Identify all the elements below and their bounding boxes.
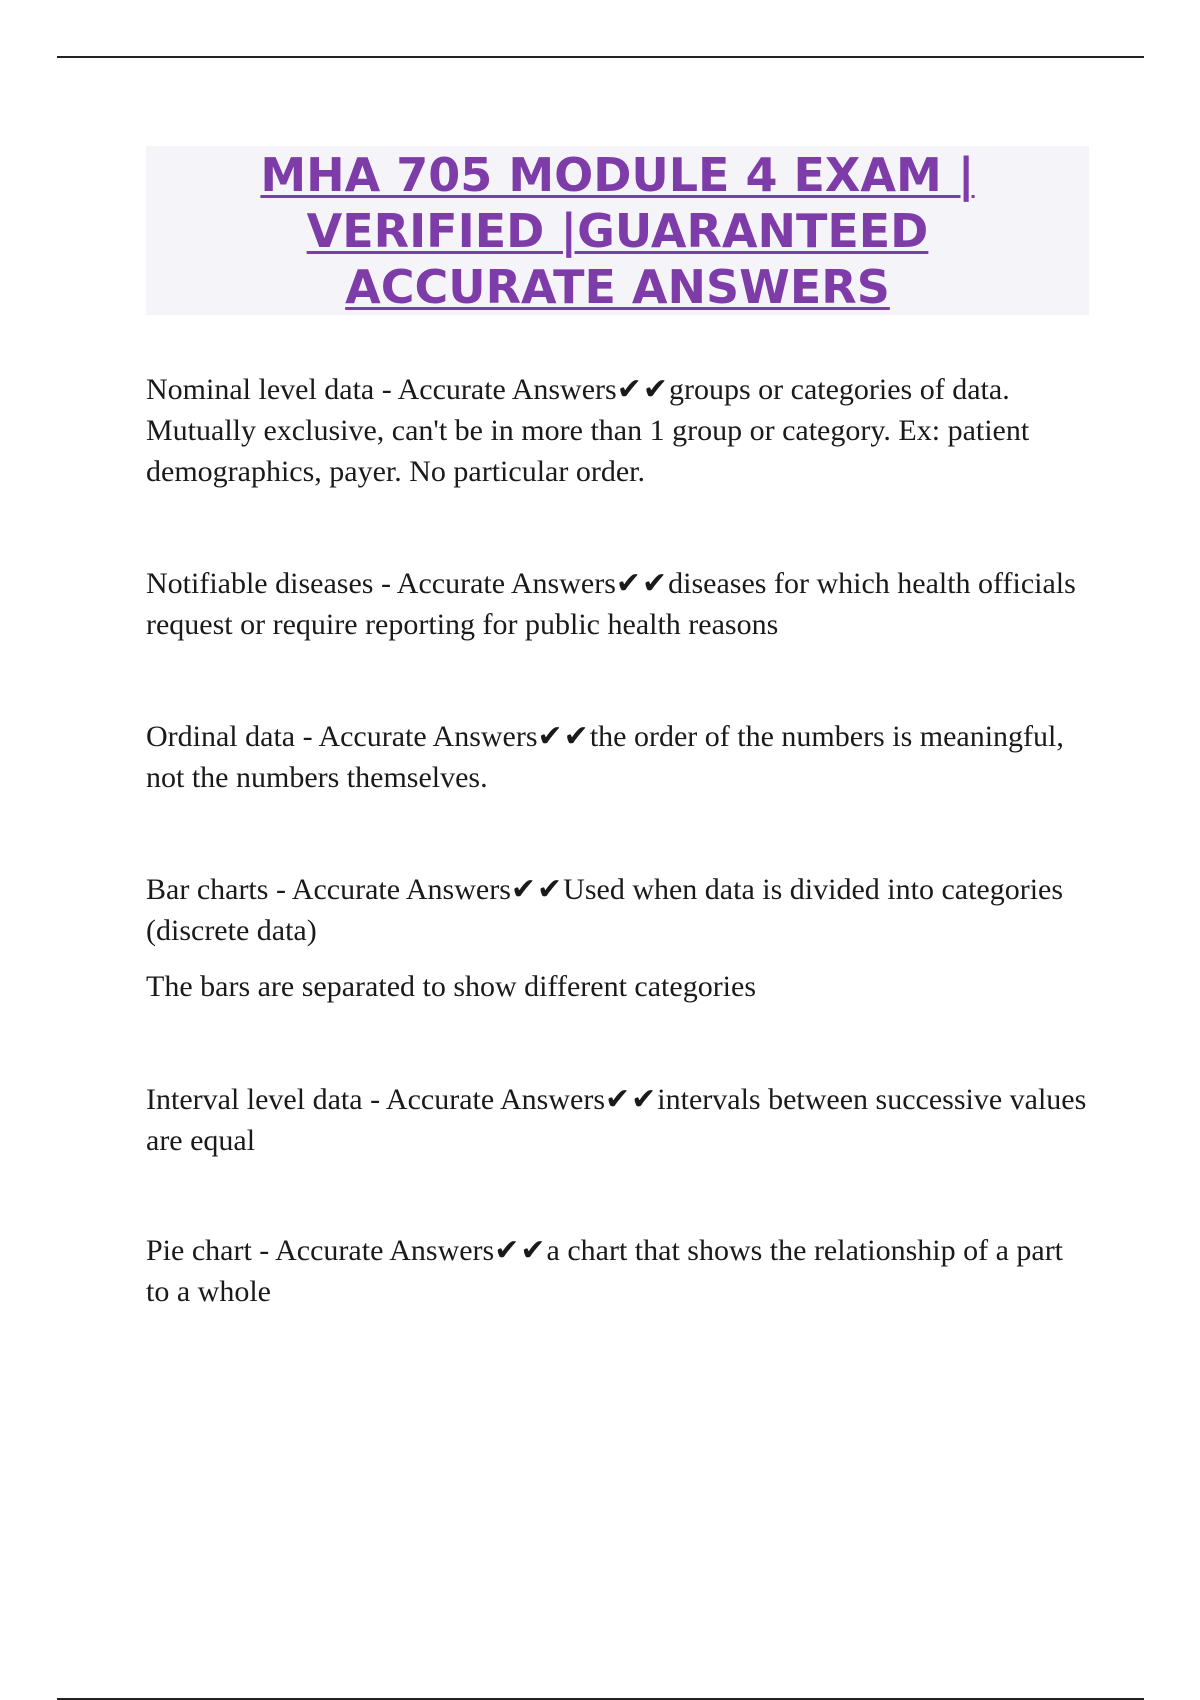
check-marks-icon: ✔✔: [537, 720, 590, 753]
top-rule: [57, 56, 1144, 58]
check-marks-icon: ✔✔: [615, 567, 669, 600]
term: Notifiable diseases: [146, 567, 374, 600]
qa-entry: [146, 1079, 1091, 1230]
title-box: [146, 146, 1089, 315]
qa-text: Ordinal data - Accurate Answers✔✔the order of the numbers is meaningful, not the numbers themselves.: [146, 720, 1064, 794]
term: Bar charts: [146, 873, 269, 906]
check-marks-icon: ✔✔: [510, 873, 564, 906]
qa-text: Nominal level data - Accurate Answers✔✔groups or categories of data. Mutually exclusive, can't be in more than 1 group or category. Ex: patient demographics, payer. No particular order.: [146, 373, 1030, 488]
answer-marker: Accurate Answers: [275, 1234, 495, 1267]
document-title[interactable]: [146, 147, 1089, 315]
qa-text: Interval level data - Accurate Answers✔✔intervals between successive values are equal: [146, 1083, 1087, 1157]
term: Pie chart: [146, 1234, 252, 1267]
answer-marker: Accurate Answers: [396, 567, 616, 600]
answer-marker: Accurate Answers: [397, 373, 617, 406]
qa-extra: The bars are separated to show different categories: [146, 970, 757, 1003]
qa-entry: [146, 369, 1091, 563]
check-marks-icon: ✔✔: [605, 1083, 658, 1116]
title-line-2: VERIFIED |GUARANTEED: [306, 203, 929, 258]
qa-entry: [146, 563, 1091, 716]
qa-entry: [146, 869, 1091, 1079]
qa-text: Bar charts - Accurate Answers✔✔Used when data is divided into categories (discrete data): [146, 873, 1064, 947]
title-line-1: MHA 705 MODULE 4 EXAM |: [260, 147, 975, 202]
qa-list: [146, 369, 1091, 1312]
answer-marker: Accurate Answers: [385, 1083, 605, 1116]
definition: intervals between successive values are equal: [146, 1083, 1087, 1157]
qa-text: Pie chart - Accurate Answers✔✔a chart that shows the relationship of a part to a whole: [146, 1234, 1064, 1308]
answer-marker: Accurate Answers: [291, 873, 511, 906]
title-line-3: ACCURATE ANSWERS: [345, 259, 890, 314]
definition: diseases for which health officials request or require reporting for public health reasons: [146, 567, 1076, 641]
term: Ordinal data: [146, 720, 296, 753]
qa-entry: [146, 716, 1091, 869]
term: Interval level data: [146, 1083, 363, 1116]
definition: groups or categories of data. Mutually exclusive, can't be in more than 1 group or category. Ex: patient demographics, payer. No particular order.: [146, 373, 1030, 488]
definition: the order of the numbers is meaningful, not the numbers themselves.: [146, 720, 1064, 794]
qa-entry: [146, 1230, 1091, 1312]
term: Nominal level data: [146, 373, 375, 406]
check-marks-icon: ✔✔: [494, 1234, 547, 1267]
answer-marker: Accurate Answers: [318, 720, 538, 753]
qa-text: Notifiable diseases - Accurate Answers✔✔diseases for which health officials request or require reporting for public health reasons: [146, 567, 1076, 641]
definition: a chart that shows the relationship of a part to a whole: [146, 1234, 1064, 1308]
check-marks-icon: ✔✔: [616, 373, 669, 406]
definition: Used when data is divided into categories (discrete data): [146, 873, 1064, 947]
